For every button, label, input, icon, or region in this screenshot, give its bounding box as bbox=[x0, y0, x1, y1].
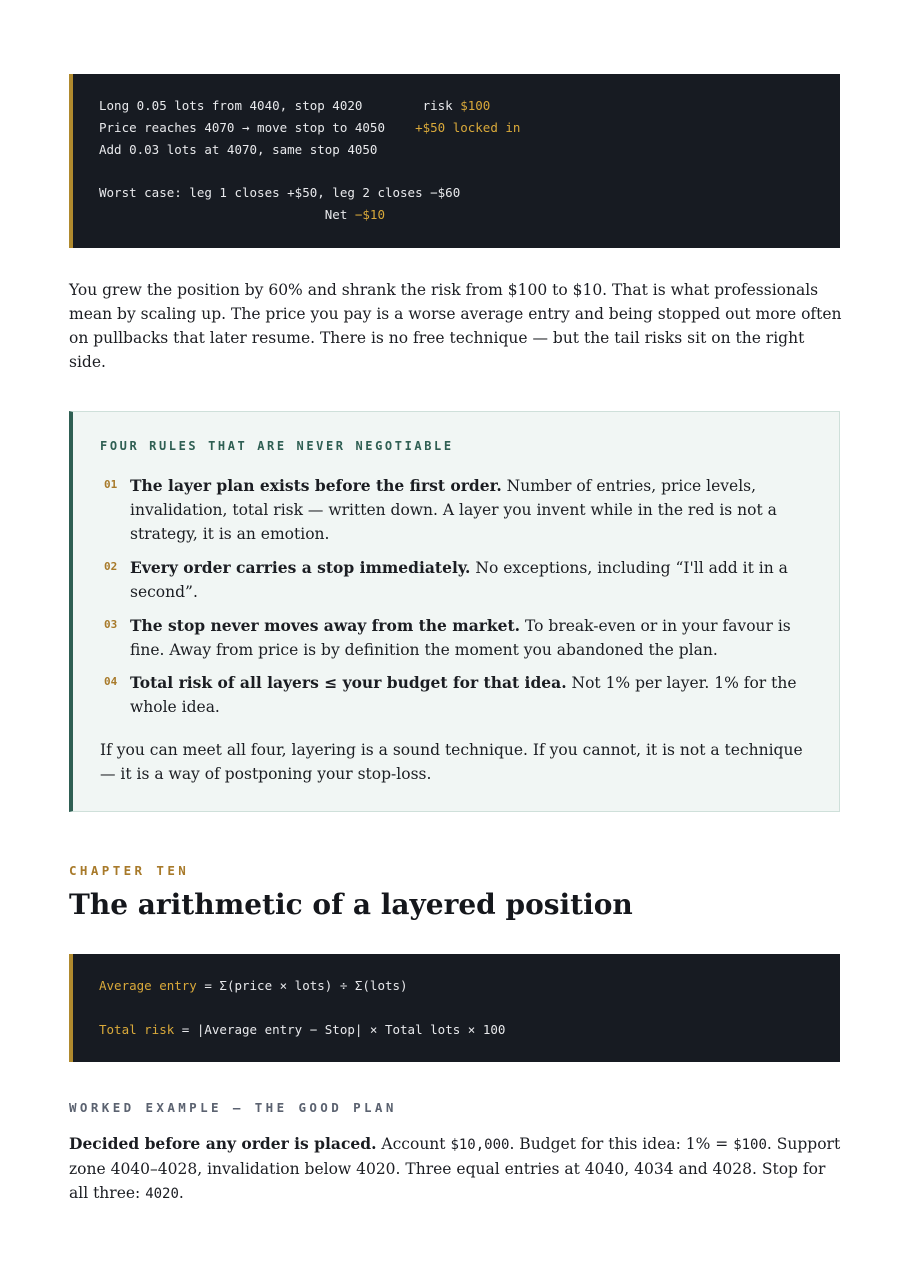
formula-key: Total risk bbox=[99, 1022, 175, 1037]
code-block-trade-example bbox=[69, 74, 840, 248]
code-line: Net −$10 bbox=[99, 207, 385, 222]
rules-callout bbox=[69, 411, 840, 812]
code-line: Worst case: leg 1 closes +$50, leg 2 closes −$60 bbox=[99, 185, 461, 200]
rule-heading: The stop never moves away from the market. bbox=[130, 616, 521, 635]
code-block-formulas bbox=[69, 954, 840, 1062]
code-line: Long 0.05 lots from 4040, stop 4020 risk $100 bbox=[99, 98, 491, 113]
rule-heading: The layer plan exists before the first order. bbox=[130, 476, 502, 495]
rule-text: To break-even or in your favour is fine. Away from price is by definition the moment you abandoned the plan. bbox=[130, 617, 791, 659]
code-line: Add 0.03 lots at 4070, same stop 4050 bbox=[99, 142, 378, 157]
budget-value: $100 bbox=[733, 1137, 767, 1153]
rule-number: 04 bbox=[104, 675, 118, 688]
rule-text: Number of entries, price levels, invalidation, total risk — written down. A layer you invent while in the red is not a strategy, it is an emotion. bbox=[130, 477, 777, 543]
rule-number: 02 bbox=[104, 560, 118, 573]
formula-line: Total risk = |Average entry − Stop| × Total lots × 100 bbox=[99, 1022, 506, 1037]
rule-heading: Every order carries a stop immediately. bbox=[130, 558, 471, 577]
worked-example-paragraph: Decided before any order is placed. Account $10,000. Budget for this idea: 1% = $100. Support zone 4040–4028, invalidation below 4020. Three equal entries at 4040, 4034 and 4028. Stop for all three: 4020. bbox=[69, 1134, 841, 1202]
net-value: −$10 bbox=[354, 207, 385, 222]
locked-in-value: +$50 locked in bbox=[415, 120, 521, 135]
chapter-kicker: CHAPTER TEN bbox=[69, 863, 190, 878]
rule-text: Not 1% per layer. 1% for the whole idea. bbox=[130, 674, 797, 716]
worked-example-lead: Decided before any order is placed. bbox=[69, 1134, 377, 1153]
rule-heading: Total risk of all layers ≤ your budget for that idea. bbox=[130, 673, 567, 692]
risk-value: $100 bbox=[460, 98, 491, 113]
code-line: Price reaches 4070 → move stop to 4050 +$50 locked in bbox=[99, 120, 521, 135]
chapter-title: The arithmetic of a layered position bbox=[69, 888, 633, 921]
rule-text: No exceptions, including “I'll add it in a second”. bbox=[130, 559, 788, 601]
rule-number: 03 bbox=[104, 618, 118, 631]
rules-closing-text: If you can meet all four, layering is a sound technique. If you cannot, it is not a technique — it is a way of postponing your stop-loss. bbox=[100, 741, 803, 783]
worked-example-kicker: WORKED EXAMPLE — THE GOOD PLAN bbox=[69, 1100, 397, 1115]
account-value: $10,000 bbox=[450, 1137, 510, 1153]
rules-title: FOUR RULES THAT ARE NEVER NEGOTIABLE bbox=[100, 439, 454, 453]
formula-key: Average entry bbox=[99, 978, 197, 993]
rule-number: 01 bbox=[104, 478, 118, 491]
body-paragraph: You grew the position by 60% and shrank the risk from $100 to $10. That is what professionals mean by scaling up. The price you pay is a worse average entry and being stopped out more often on pullbacks that later resume. There is no free technique — but the tail risks sit on the right side. bbox=[69, 281, 842, 371]
stop-value: 4020 bbox=[145, 1186, 179, 1202]
formula-line: Average entry = Σ(price × lots) ÷ Σ(lots) bbox=[99, 978, 408, 993]
